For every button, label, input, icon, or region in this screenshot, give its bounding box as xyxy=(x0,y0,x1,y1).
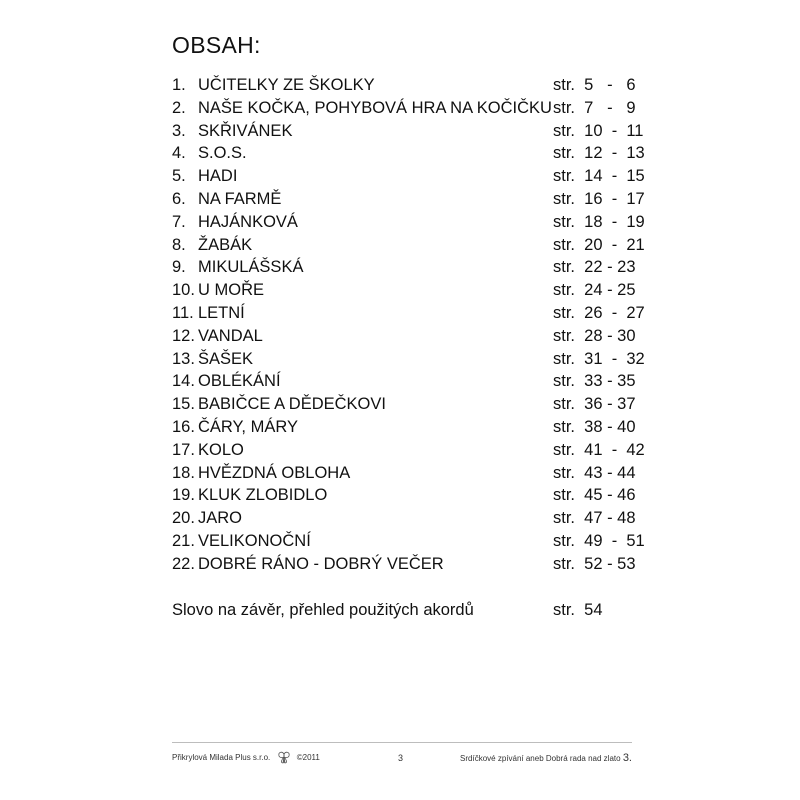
footer-publisher xyxy=(172,748,320,768)
toc-entry-number: 17. xyxy=(172,440,195,459)
toc-entry-pages: str. 22 - 23 xyxy=(553,258,636,277)
toc-entry-number: 7. xyxy=(172,212,186,231)
toc-entry-pages: str. 38 - 40 xyxy=(553,417,636,436)
toc-entry xyxy=(172,439,645,462)
toc-entry-number: 20. xyxy=(172,509,195,528)
page-footer xyxy=(172,748,632,768)
toc-entry-title: OBLÉKÁNÍ xyxy=(198,372,281,391)
footer-divider xyxy=(172,742,632,743)
toc-entry xyxy=(172,142,645,165)
toc-entry-title: HADI xyxy=(198,167,238,186)
toc-entry-pages: str. 14 - 15 xyxy=(553,167,645,186)
toc-entry-title: JARO xyxy=(198,509,243,528)
toc-entry-pages: str. 10 - 11 xyxy=(553,121,644,140)
toc-entry-number: 9. xyxy=(172,258,186,277)
toc-entry-number: 5. xyxy=(172,167,186,186)
toc-entry-pages: str. 7 - 9 xyxy=(553,98,636,117)
toc-entry xyxy=(172,279,642,302)
toc-entry xyxy=(172,120,642,143)
toc-entry-pages: str. 26 - 27 xyxy=(553,303,645,322)
toc-entry-pages: str. 43 - 44 xyxy=(553,463,636,482)
toc-entry-number: 15. xyxy=(172,395,195,414)
toc-entry-title: UČITELKY ZE ŠKOLKY xyxy=(198,76,375,94)
toc-entry-title: NA FARMĚ xyxy=(198,189,282,208)
toc-entry-title: DOBRÉ RÁNO - DOBRÝ VEČER xyxy=(198,554,444,573)
toc-entry-title: VELIKONOČNÍ xyxy=(198,531,311,550)
butterfly-logo-icon xyxy=(277,751,291,765)
toc-entry-title: MIKULÁŠSKÁ xyxy=(198,258,304,277)
toc-entry-pages: str. 28 - 30 xyxy=(553,326,636,345)
toc-entry-title: KOLO xyxy=(198,440,244,459)
toc-entry-number: 13. xyxy=(172,349,195,368)
toc-entry-number: 14. xyxy=(172,372,195,391)
toc-entry-number: 6. xyxy=(172,189,186,208)
toc-entry-pages: str. 33 - 35 xyxy=(553,372,636,391)
toc-entry-number: 10. xyxy=(172,281,195,300)
closing-entry xyxy=(172,598,642,622)
toc-entry-pages: str. 31 - 32 xyxy=(553,349,645,368)
toc-entry-title: HAJÁNKOVÁ xyxy=(198,212,298,231)
toc-entry xyxy=(172,188,645,211)
book-volume: 3. xyxy=(622,752,632,764)
copyright-year: ©2011 xyxy=(296,753,320,762)
toc-entry-pages: str. 49 - 51 xyxy=(553,531,645,550)
toc-entry-title: SKŘIVÁNEK xyxy=(198,121,293,140)
toc-entry-title: BABIČCE A DĚDEČKOVI xyxy=(198,395,386,414)
toc-entry-number: 1. xyxy=(172,76,186,94)
toc-entry-number: 4. xyxy=(172,144,186,163)
toc-entry xyxy=(172,370,642,393)
toc-entry xyxy=(172,484,642,507)
toc-entry-number: 16. xyxy=(172,417,195,436)
footer-book-title xyxy=(460,748,632,769)
toc-entry-title: HVĚZDNÁ OBLOHA xyxy=(198,463,351,482)
toc-entry xyxy=(172,97,642,120)
toc-entry-number: 18. xyxy=(172,463,195,482)
toc-entry xyxy=(172,234,645,257)
toc-entry-number: 19. xyxy=(172,486,195,505)
toc-entry-number: 3. xyxy=(172,121,186,140)
toc-entry xyxy=(172,256,642,279)
toc-entry-pages: str. 52 - 53 xyxy=(553,554,636,573)
page-title: OBSAH: xyxy=(172,32,261,58)
toc-entry-title: S.O.S. xyxy=(198,144,247,163)
publisher-name: Přikrylová Milada Plus s.r.o. xyxy=(172,753,271,762)
toc-entry xyxy=(172,393,642,416)
toc-entry xyxy=(172,553,642,576)
toc-entry-pages: str. 36 - 37 xyxy=(553,395,636,414)
toc-entry-title: ŠAŠEK xyxy=(198,349,254,368)
toc-entry-title: U MOŘE xyxy=(198,281,264,300)
toc-entry xyxy=(172,462,642,485)
toc-entry xyxy=(172,507,642,530)
page-number: 3 xyxy=(398,753,404,763)
toc-entry-number: 2. xyxy=(172,98,186,117)
toc-entry xyxy=(172,416,642,439)
toc-entry-title: ŽABÁK xyxy=(198,235,253,254)
toc-entry-pages: str. 24 - 25 xyxy=(553,281,636,300)
toc-entry-pages: str. 12 - 13 xyxy=(553,144,645,163)
toc-entry-pages: str. 47 - 48 xyxy=(553,509,636,528)
closing-entry-title: Slovo na závěr, přehled použitých akordů xyxy=(172,601,474,619)
toc-entry xyxy=(172,325,642,348)
toc-entry-title: NAŠE KOČKA, POHYBOVÁ HRA NA KOČIČKU xyxy=(198,98,552,117)
toc-entry-pages: str. 20 - 21 xyxy=(553,235,645,254)
toc-entry-number: 11. xyxy=(172,303,194,322)
toc-entry xyxy=(172,348,645,371)
toc-entry xyxy=(172,165,645,188)
toc-entry xyxy=(172,530,645,553)
toc-entry xyxy=(172,302,645,325)
closing-entry-pages: str. 54 xyxy=(553,601,603,619)
toc-entry-pages: str. 16 - 17 xyxy=(553,189,645,208)
toc-entry-title: LETNÍ xyxy=(198,303,245,322)
table-of-contents xyxy=(172,74,645,576)
toc-entry xyxy=(172,74,642,97)
toc-entry-number: 12. xyxy=(172,326,195,345)
toc-entry-number: 21. xyxy=(172,531,195,550)
toc-entry-title: KLUK ZLOBIDLO xyxy=(198,486,328,505)
toc-entry-pages: str. 45 - 46 xyxy=(553,486,636,505)
book-title: Srdíčkové zpívání aneb Dobrá rada nad zlato xyxy=(460,754,621,763)
toc-entry xyxy=(172,211,645,234)
toc-entry-pages: str. 18 - 19 xyxy=(553,212,645,231)
toc-entry-title: VANDAL xyxy=(198,326,263,345)
toc-entry-number: 22. xyxy=(172,554,195,573)
toc-entry-pages: str. 41 - 42 xyxy=(553,440,645,459)
toc-entry-number: 8. xyxy=(172,235,186,254)
toc-entry-title: ČÁRY, MÁRY xyxy=(198,417,298,436)
toc-entry-pages: str. 5 - 6 xyxy=(553,76,636,94)
